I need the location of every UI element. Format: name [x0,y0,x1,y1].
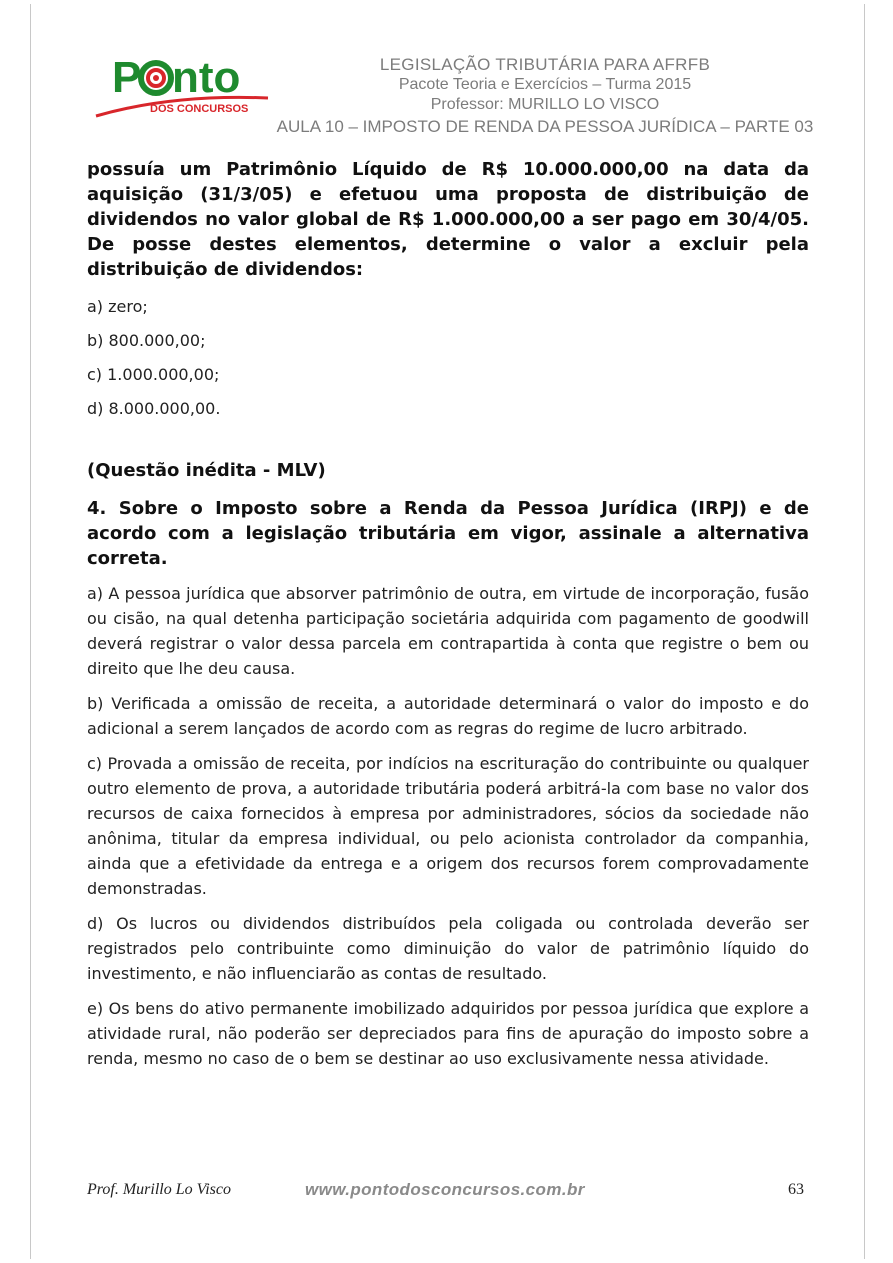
footer-author: Prof. Murillo Lo Visco [87,1181,231,1198]
header-course-title: LEGISLAÇÃO TRIBUTÁRIA PARA AFRFB [379,55,711,74]
logo-subtitle: DOS CONCURSOS [150,103,249,115]
question-4-option-b: b) Verificada a omissão de receita, a autoridade determinará o valor do imposto e do adicional a serem lançados de acordo com as regras do regime de lucro arbitrado. [87,694,809,738]
question-4-source: (Questão inédita - MLV) [87,460,326,481]
header-package: Pacote Teoria e Exercícios – Turma 2015 [398,76,692,93]
question-3-statement: possuía um Patrimônio Líquido de R$ 10.000.000,00 na data da aquisição (31/3/05) e efetuou uma proposta de distribuição de dividendos no valor global de R$ 1.000.000,00 a ser pago em 30/4/05. De posse destes elementos, determine o valor a excluir pela distribuição de dividendos: [87,159,809,280]
footer-website-link[interactable]: www.pontodosconcursos.com.br [305,1180,585,1199]
logo-letter-p: P [112,53,142,102]
question-3-option-c: c) 1.000.000,00; [87,365,220,384]
question-4-option-a: a) A pessoa jurídica que absorver patrimônio de outra, em virtude de incorporação, fusão ou cisão, na qual detenha participação societária adquirida com pagamento de goodwill deverá registrar o valor dessa parcela em contrapartida à conta que registre o bem ou direito que lhe deu causa. [87,584,809,678]
logo-letters-nto: nto [172,53,241,102]
logo-target-icon [141,63,171,93]
question-3-option-b: b) 800.000,00; [87,331,206,350]
header-lesson-title: AULA 10 – IMPOSTO DE RENDA DA PESSOA JURÍDICA – PARTE 03 [276,117,814,136]
document-header [200,54,890,115]
document-body [87,157,809,1071]
question-4-statement: 4. Sobre o Imposto sobre a Renda da Pessoa Jurídica (IRPJ) e de acordo com a legislação tributária em vigor, assinale a alternativa correta. [87,498,809,569]
question-4-option-c: c) Provada a omissão de receita, por indícios na escrituração do contribuinte ou qualquer outro elemento de prova, a autoridade tributária poderá arbitrá-la com base no valor dos recursos de caixa fornecidos à empresa por administradores, sócios da sociedade não anônima, titular da empresa individual, ou pelo acionista controlador da companhia, ainda que a efetividade da entrega e a origem dos recursos forem comprovadamente demonstradas. [87,754,809,898]
question-4-option-d: d) Os lucros ou dividendos distribuídos pela coligada ou controlada deverão ser registrados pelo contribuinte como diminuição do valor de patrimônio líquido do investimento, e não influenciarão as contas de resultado. [87,914,809,983]
header-professor: Professor: MURILLO LO VISCO [430,96,660,113]
question-4-option-e: e) Os bens do ativo permanente imobilizado adquiridos por pessoa jurídica que explore a atividade rural, não poderão ser depreciados para fins de apuração do imposto sobre a renda, mesmo no caso de o bem se destinar ao uso exclusivamente nessa atividade. [87,999,809,1068]
question-3-option-d: d) 8.000.000,00. [87,399,221,418]
page-number: 63 [788,1181,804,1198]
question-3-option-a: a) zero; [87,297,148,316]
